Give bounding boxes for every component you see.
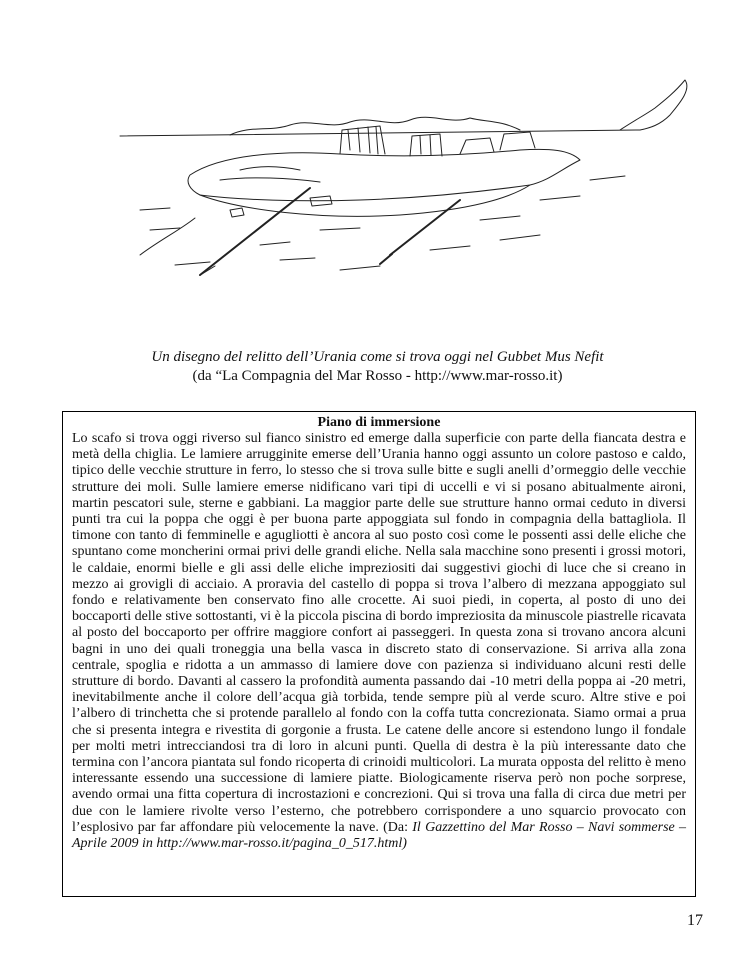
dive-plan-body: Lo scafo si trova oggi riverso sul fianco sinistro ed emerge dalla superficie con parte della fiancata destra e metà della chiglia. Le lamiere arrugginite emerse dell’Urania hanno oggi assunto un colore pastoso e caldo, tipico delle vecchie strutture in ferro, lo stesso che si trova sulle bitte e sugli anelli d’ormeggio delle vecchie strutture dei moli. Sulle lamiere emerse nidificano vari tipi di uccelli e vi si posano abitualmente aironi, martin pescatori sule, sterne e gabbiani. La maggior parte delle sue strutture hanno ormai ceduto in diversi punti tra cui la poppa che oggi è per buona parte appoggiata sul fondo in compagnia della battagliola. Il timone con tanto di femminelle e agugliotti è ancora al suo posto così come le possenti assi delle eliche che spuntano come moncherini ormai privi delle grandi eliche. Nella sala macchine sono presenti i grossi motori, le caldaie, enormi bielle e gli assi delle eliche impreziositi dai suggestivi giochi di luce che si creano in mezzo ai grovigli di acciaio. A proravia del castello di poppa si trova l’albero di mezzana appoggiato sul fondo e relativamente ben conservato fino alle crocette. Ai suoi piedi, in coperta, al posto di uno dei boccaporti delle stive sottostanti, vi è la piccola piscina di bordo impreziosita da minuscole piastrelle ricavata al posto del boccaporto per offrire maggiore confort ai passeggeri. In questa zona si trovano ancora alcuni bagni in uno dei quali troneggia una bella vasca in discreto stato di conservazione. Si arriva alla zona centrale, spoglia e ridotta a un ammasso di lamiere dove con pazienza si individuano alcuni resti delle strutture di bordo. Davanti al cassero la profondità aumenta passando dai -10 metri della poppa ai -20 metri, inevitabilmente anche il colore dell’acqua già torbida, tende sempre più al verde scuro. Altre stive e poi l’albero di trinchetta che si protende parallelo al fondo con la coffa tutta concrezionata. Siamo ormai a prua che si presenta integra e rivestita di gorgonie a frusta. Le catene delle ancore si estendono lungo il fondale per molti metri intrecciandosi tra di loro in alcuni punti. Quella di destra è la più interessante dato che termina con l’ancora piantata sul fondo ricoperta di crinoidi multicolori. La murata opposta del relitto è meno interessante essendo una successione di lamiere piatte. Biologicamente riserva però non poche sorprese, avendo ormai una fitta copertura di incrostazioni e concrezioni. Qui si trova una falla di circa due metri per due con le lamiere rivolte verso l’esterno, che potrebbero corrispondere a uno squarcio provocato con l’esplosivo par far affondare più velocemente la nave. xyxy=(72,431,686,835)
caption-line-1: Un disegno del relitto dell’Urania come si trova oggi nel Gubbet Mus Nefit xyxy=(151,349,604,365)
caption-line-2: (da “La Compagnia del Mar Rosso - http://www.mar-rosso.it) xyxy=(192,368,563,384)
page-number: 17 xyxy=(687,912,703,929)
dive-plan-text xyxy=(72,431,686,852)
dive-plan-box xyxy=(62,411,696,897)
dive-plan-title: Piano di immersione xyxy=(317,415,441,430)
shipwreck-illustration xyxy=(80,70,700,285)
source-prefix: (Da: xyxy=(378,819,413,835)
figure-caption xyxy=(0,348,755,386)
source-citation: Il Gazzettino del Mar Rosso – Navi sommerse – Aprile 2009 in http://www.mar-rosso.it/pagina_0_517.html) xyxy=(72,819,687,852)
